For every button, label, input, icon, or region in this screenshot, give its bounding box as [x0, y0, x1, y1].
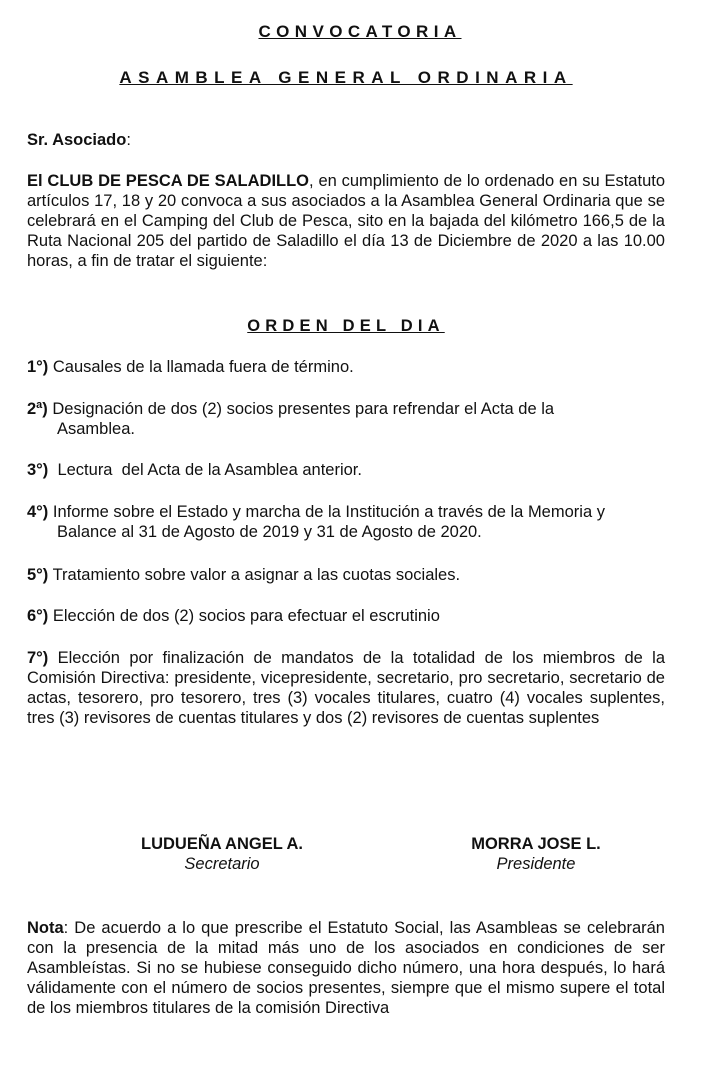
agenda-item-number: 1°) — [27, 358, 49, 376]
signer-role: Secretario — [184, 855, 260, 873]
salutation-text: Sr. Asociado — [27, 131, 127, 149]
agenda-item — [27, 606, 665, 626]
orden-del-dia-title: ORDEN DEL DIA — [247, 317, 445, 335]
agenda-item — [27, 565, 665, 585]
agenda-item — [27, 502, 665, 542]
agenda-item-number: 5°) — [27, 566, 49, 584]
signer-name: MORRA JOSE L. — [471, 835, 601, 853]
agenda-item-number: 4°) — [27, 503, 49, 521]
document-subtitle: ASAMBLEA GENERAL ORDINARIA — [119, 68, 573, 87]
agenda-item-text: Tratamiento sobre valor a asignar a las cuotas sociales. — [48, 566, 461, 584]
agenda-item-continuation: Balance al 31 de Agosto de 2019 y 31 de Agosto de 2020. — [57, 523, 482, 541]
signature-secretario — [122, 834, 322, 874]
agenda-item-text: Elección por finalización de mandatos de la totalidad de los miembros de la Comisión Directiva: presidente, vicepresidente, secretario, pro secretario, secretario de actas, tesorero, pro tesorero, tres (3) vocales titulares, cuatro (4) vocales suplentes, tres (3) revisores de cuentas titulares y dos (2) revisores de cuentas suplentes — [27, 649, 665, 727]
agenda-item-text: Causales de la llamada fuera de término. — [48, 358, 354, 376]
agenda-item-text: Designación de dos (2) socios presentes para refrendar el Acta de la — [47, 400, 555, 418]
agenda-item-continuation: Asamblea. — [57, 420, 135, 438]
agenda-item — [27, 399, 665, 439]
nota-label: Nota — [27, 919, 64, 937]
agenda-item — [27, 648, 665, 728]
agenda-item — [27, 460, 665, 480]
club-name: El CLUB DE PESCA DE SALADILLO — [27, 172, 310, 190]
agenda-item-number: 3°) — [27, 461, 49, 479]
agenda-item-text: Lectura del Acta de la Asamblea anterior. — [48, 461, 362, 479]
intro-text: , en cumplimiento de lo ordenado en su Estatuto artículos 17, 18 y 20 convoca a sus asociados a la Asamblea General Ordinaria que se celebrará en el Camping del Club de Pesca, sito en la bajada del kilómetro 166,5 de la Ruta Nacional 205 del partido de Saladillo el día 13 de Diciembre de 2020 a las 10.00 horas, a fin de tratar el siguiente: — [27, 172, 666, 270]
agenda-item-text: Elección de dos (2) socios para efectuar el escrutinio — [48, 607, 440, 625]
signer-name: LUDUEÑA ANGEL A. — [141, 835, 303, 853]
nota-paragraph — [27, 918, 665, 1018]
agenda-item-number: 2ª) — [27, 400, 48, 418]
signature-presidente — [436, 834, 636, 874]
salutation-colon: : — [126, 131, 131, 149]
intro-paragraph — [27, 171, 665, 271]
agenda-item-text: Informe sobre el Estado y marcha de la Institución a través de la Memoria y — [48, 503, 605, 521]
agenda-item — [27, 357, 665, 377]
agenda-item-number: 6°) — [27, 607, 49, 625]
document-title: CONVOCATORIA — [258, 22, 462, 41]
nota-text: : De acuerdo a lo que prescribe el Estatuto Social, las Asambleas se celebrarán con la presencia de la mitad más uno de los asociados en condiciones de ser Asambleístas. Si no se hubiese conseguido dicho número, una hora después, lo hará válidamente con el número de socios presentes, siempre que el mismo supere el total de los miembros titulares de la comisión Directiva — [27, 919, 665, 1017]
signer-role: Presidente — [496, 855, 576, 873]
agenda-item-number: 7°) — [27, 649, 49, 667]
salutation — [27, 130, 131, 150]
